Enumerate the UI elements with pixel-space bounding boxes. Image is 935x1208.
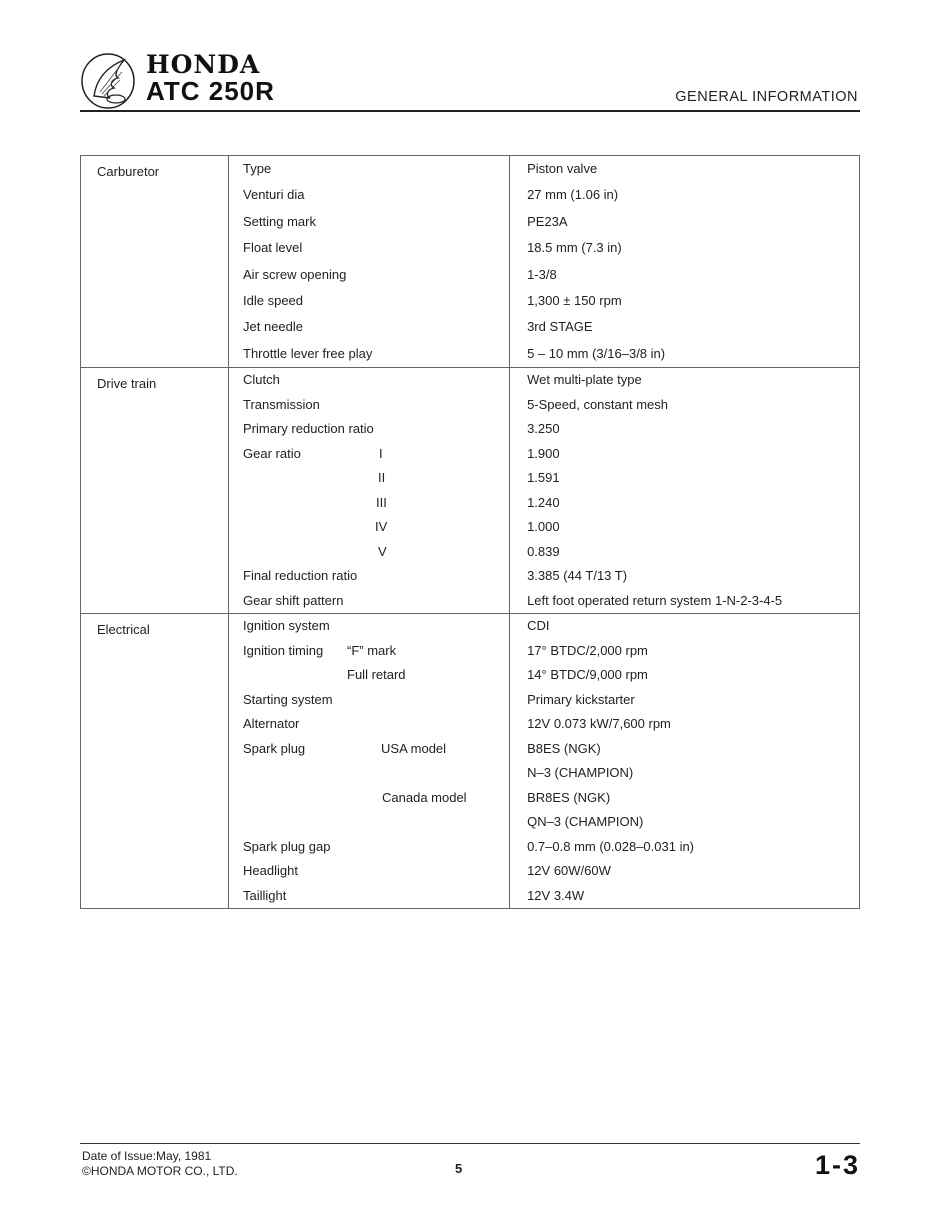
item-label: Ignition system bbox=[243, 618, 330, 634]
item-label: Throttle lever free play bbox=[243, 345, 373, 361]
spec-item bbox=[229, 341, 509, 367]
spec-item bbox=[229, 639, 509, 664]
spec-value: 12V 3.4W bbox=[527, 887, 585, 903]
spec-item bbox=[229, 737, 509, 762]
page-number: 5 bbox=[455, 1161, 463, 1176]
value-cell bbox=[510, 368, 860, 614]
spec-item bbox=[229, 314, 509, 340]
spec-item bbox=[229, 156, 509, 182]
item-label: Venturi dia bbox=[243, 187, 305, 203]
item-label: Setting mark bbox=[243, 213, 316, 229]
spec-item bbox=[229, 288, 509, 314]
brand-name: HONDA bbox=[146, 50, 261, 79]
spec-item bbox=[229, 442, 509, 467]
spec-value: 1,300 ± 150 rpm bbox=[527, 292, 622, 308]
category-label: Drive train bbox=[97, 376, 157, 392]
spec-value: B8ES (NGK) bbox=[527, 740, 601, 756]
spec-value: 1-3/8 bbox=[527, 266, 557, 282]
spec-value: 14° BTDC/9,000 rpm bbox=[527, 667, 648, 683]
spec-value: CDI bbox=[527, 618, 550, 634]
spec-value: Piston valve bbox=[527, 161, 598, 176]
spec-item bbox=[229, 835, 509, 860]
item-label: Spark plug gap bbox=[243, 838, 331, 854]
item-label: Gear ratio bbox=[243, 445, 301, 461]
issue-date: Date of Issue:May, 1981 bbox=[82, 1149, 212, 1163]
footer-rule bbox=[80, 1143, 860, 1144]
item-cell bbox=[229, 156, 510, 368]
spec-item bbox=[229, 589, 509, 614]
spec-section bbox=[81, 368, 860, 614]
item-label: Clutch bbox=[243, 372, 280, 388]
category-label: Electrical bbox=[97, 622, 150, 638]
item-label: Taillight bbox=[243, 887, 287, 903]
spec-value: PE23A bbox=[527, 213, 568, 229]
value-cell bbox=[510, 156, 860, 368]
spec-item bbox=[229, 393, 509, 418]
spec-item bbox=[229, 688, 509, 713]
item-label: Gear shift pattern bbox=[243, 592, 344, 608]
item-sublabel: USA model bbox=[381, 740, 447, 756]
item-label: Starting system bbox=[243, 691, 333, 707]
spec-value: 1.591 bbox=[527, 470, 560, 486]
item-label: Headlight bbox=[243, 863, 298, 879]
spec-value: 17° BTDC/2,000 rpm bbox=[527, 642, 648, 658]
spec-item bbox=[229, 712, 509, 737]
spec-item bbox=[229, 614, 509, 639]
spec-value: BR8ES (NGK) bbox=[527, 789, 611, 805]
category-cell bbox=[81, 368, 229, 614]
spec-section bbox=[81, 156, 860, 368]
spec-item bbox=[229, 761, 509, 786]
spec-value: 3rd STAGE bbox=[527, 319, 593, 335]
spec-value: 3.250 bbox=[527, 421, 560, 437]
item-label: Idle speed bbox=[243, 292, 304, 308]
item-cell bbox=[229, 614, 510, 909]
spec-item bbox=[229, 491, 509, 516]
item-label: Final reduction ratio bbox=[243, 568, 358, 584]
spec-value: 1.000 bbox=[527, 519, 560, 535]
honda-wing-logo bbox=[80, 52, 136, 110]
category-cell bbox=[81, 614, 229, 909]
spec-value: 18.5 mm (7.3 in) bbox=[527, 240, 622, 256]
spec-item bbox=[229, 262, 509, 288]
spec-value: Wet multi-plate type bbox=[527, 372, 642, 388]
spec-value: N–3 (CHAMPION) bbox=[527, 765, 634, 781]
spec-value: 12V 0.073 kW/7,600 rpm bbox=[527, 716, 671, 732]
spec-item bbox=[229, 859, 509, 884]
item-sublabel: III bbox=[376, 494, 387, 510]
category-cell bbox=[81, 156, 229, 368]
item-sublabel: I bbox=[379, 445, 383, 461]
spec-value: 12V 60W/60W bbox=[527, 863, 611, 879]
spec-value: 0.839 bbox=[527, 543, 560, 559]
spec-item bbox=[229, 235, 509, 261]
spec-value: 5 – 10 mm (3/16–3/8 in) bbox=[527, 345, 666, 361]
spec-item bbox=[229, 564, 509, 589]
spec-item bbox=[229, 515, 509, 540]
item-label: Spark plug bbox=[243, 740, 306, 756]
item-label: Air screw opening bbox=[243, 266, 347, 282]
item-sublabel: V bbox=[378, 543, 387, 559]
item-label: Float level bbox=[243, 240, 303, 256]
item-label: Jet needle bbox=[243, 319, 304, 335]
spec-item bbox=[229, 786, 509, 811]
specifications-table bbox=[80, 155, 860, 909]
item-label: Alternator bbox=[243, 716, 300, 732]
spec-item bbox=[229, 466, 509, 491]
spec-value: 3.385 (44 T/13 T) bbox=[527, 568, 628, 584]
section-number: 1-3 bbox=[814, 1150, 860, 1180]
item-label: Transmission bbox=[243, 396, 320, 412]
item-sublabel: Full retard bbox=[347, 667, 406, 683]
copyright: ©HONDA MOTOR CO., LTD. bbox=[82, 1164, 238, 1178]
value-cell bbox=[510, 614, 860, 909]
spec-value: QN–3 (CHAMPION) bbox=[527, 814, 644, 830]
spec-item bbox=[229, 540, 509, 565]
spec-item bbox=[229, 884, 509, 909]
spec-value: 5-Speed, constant mesh bbox=[527, 396, 668, 412]
spec-value: 27 mm (1.06 in) bbox=[527, 187, 619, 203]
item-sublabel: II bbox=[378, 470, 386, 486]
model-name: ATC 250R bbox=[146, 76, 275, 106]
item-label: Ignition timing bbox=[243, 642, 324, 658]
spec-value: Left foot operated return system 1-N-2-3-4-5 bbox=[527, 592, 783, 608]
spec-value: Primary kickstarter bbox=[527, 691, 635, 707]
header-rule bbox=[80, 110, 860, 112]
spec-item bbox=[229, 663, 509, 688]
spec-value: 1.900 bbox=[527, 445, 560, 461]
spec-item bbox=[229, 368, 509, 393]
spec-item bbox=[229, 209, 509, 235]
spec-value: 0.7–0.8 mm (0.028–0.031 in) bbox=[527, 838, 695, 854]
item-cell bbox=[229, 368, 510, 614]
spec-item bbox=[229, 182, 509, 208]
category-label: Carburetor bbox=[97, 164, 160, 179]
spec-value: 1.240 bbox=[527, 494, 560, 510]
item-sublabel: “F” mark bbox=[347, 642, 397, 658]
item-label: Primary reduction ratio bbox=[243, 421, 374, 437]
item-sublabel: IV bbox=[375, 519, 388, 535]
item-sublabel: Canada model bbox=[382, 789, 467, 805]
spec-item bbox=[229, 810, 509, 835]
spec-item bbox=[229, 417, 509, 442]
spec-section bbox=[81, 614, 860, 909]
section-title: GENERAL INFORMATION bbox=[675, 89, 858, 105]
item-label: Type bbox=[243, 161, 272, 176]
